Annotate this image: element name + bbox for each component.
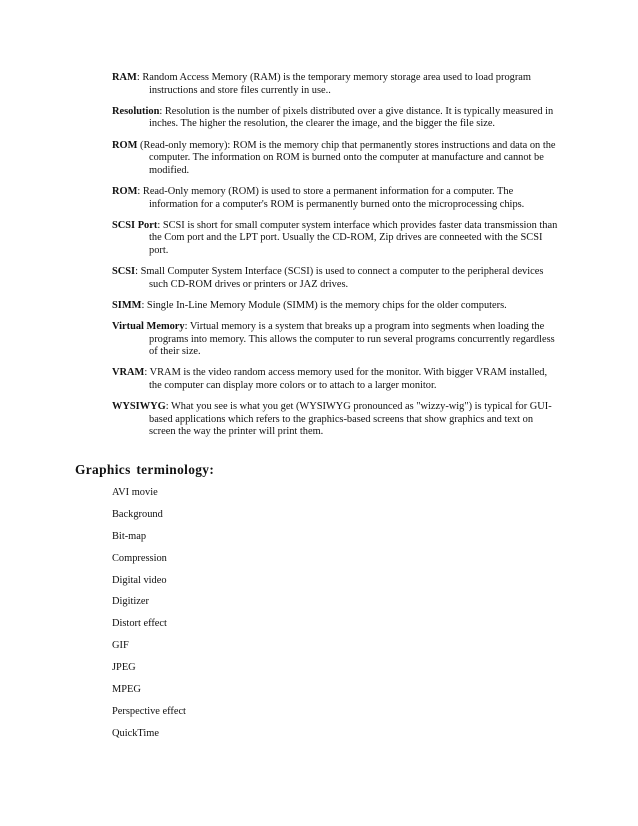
- definition-rom-1: [112, 140, 562, 178]
- definition-text: (Read-only memory): ROM is the memory chip that permanently stores instructions and data on the computer. The information on ROM is burned onto the computer at manufacture and cannot be modified.: [137, 139, 556, 176]
- list-item: QuickTime: [112, 727, 159, 739]
- definition-list: [112, 72, 562, 448]
- definition-text: : Random Access Memory (RAM) is the temporary memory storage area used to load program instructions and store files currently in use..: [136, 72, 531, 96]
- definition-text: : Read-Only memory (ROM) is used to store a permanent information for a computer. The information for a computer's ROM is permanently burned onto the microprocessing chips.: [137, 185, 525, 210]
- graphics-term-list: [112, 487, 186, 750]
- definition-term: RAM: [112, 72, 137, 83]
- list-item: Distort effect: [112, 618, 167, 630]
- list-item: Compression: [112, 552, 167, 564]
- definition-scsi: [112, 266, 562, 291]
- definition-ram: [112, 72, 562, 97]
- definition-term: WYSIWYG: [112, 401, 166, 413]
- graphics-terminology-heading: Graphics terminology:: [75, 462, 215, 477]
- definition-term: SIMM: [112, 299, 142, 311]
- list-item: GIF: [112, 640, 129, 652]
- definition-text: : SCSI is short for small computer system interface which provides faster data transmission than the Com port and the LPT port. Usually the CD-ROM, Zip drives are conneeted with the SCSI port.: [149, 219, 558, 256]
- definition-term: Resolution: [112, 105, 160, 117]
- list-item: MPEG: [112, 684, 141, 696]
- definition-vram: [112, 367, 562, 392]
- list-item: Perspective effect: [112, 705, 186, 717]
- definition-text: : What you see is what you get (WYSIWYG pronounced as "wizzy-wig") is typical for GUI-based applications which refers to the graphics-based screens that show graphics and text on screen the way the printer will print them.: [149, 401, 552, 438]
- definition-scsi-port: [112, 220, 562, 258]
- definition-rom-2: [112, 186, 562, 211]
- definition-virtual-memory: [112, 321, 562, 359]
- list-item: Background: [112, 508, 163, 520]
- list-item: AVI movie: [112, 487, 158, 498]
- list-item: JPEG: [112, 662, 136, 674]
- definition-simm: [112, 300, 562, 313]
- definition-term: ROM: [112, 139, 138, 151]
- definition-term: Virtual Memory: [112, 321, 185, 333]
- definition-text: : Virtual memory is a system that breaks up a program into segments when loading the programs into memory. This allows the computer to run several programs concurrently regardless of their size.: [149, 321, 555, 358]
- definition-text: : Single In-Line Memory Module (SIMM) is the memory chips for the older computers.: [141, 299, 507, 311]
- definition-wysiwyg: [112, 401, 562, 439]
- definition-resolution: [112, 106, 562, 131]
- definition-text: : VRAM is the video random access memory used for the monitor. With bigger VRAM installed, the computer can display more colors or to attach to a larger monitor.: [144, 367, 548, 392]
- definition-term: VRAM: [112, 367, 145, 379]
- definition-term: SCSI Port: [112, 219, 158, 231]
- definition-text: : Small Computer System Interface (SCSI) is used to connect a computer to the peripheral devices such CD-ROM drives or printers or JAZ drives.: [135, 266, 544, 290]
- list-item: Bit-map: [112, 530, 147, 542]
- definition-term: ROM: [112, 185, 138, 197]
- definition-text: : Resolution is the number of pixels distributed over a give distance. It is typically measured in inches. The higher the resolution, the clearer the image, and the bigger the file size.: [149, 105, 554, 130]
- list-item: Digitizer: [112, 596, 149, 608]
- definition-term: SCSI: [112, 266, 136, 278]
- list-item: Digital video: [112, 574, 167, 586]
